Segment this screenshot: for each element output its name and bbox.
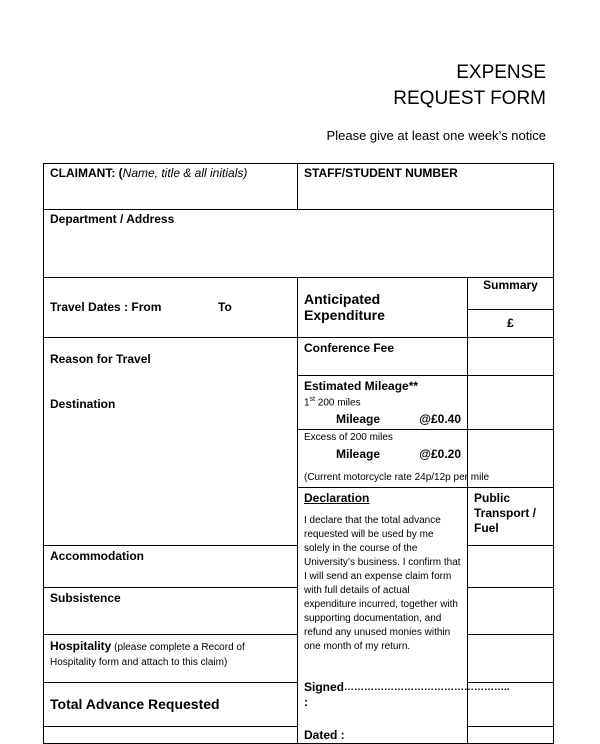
form-title-line2: REQUEST FORM bbox=[393, 88, 546, 109]
notice-text: Please give at least one week’s notice bbox=[326, 128, 546, 143]
total-advance-cell bbox=[44, 682, 298, 727]
currency-label: £ bbox=[507, 316, 514, 330]
hospitality-label: Hospitality bbox=[50, 639, 112, 654]
subsistence-amount[interactable] bbox=[468, 588, 554, 635]
hospitality-note: (please complete a Record of Hospitality form and attach to this claim) bbox=[50, 642, 245, 669]
public-transport-cell bbox=[468, 488, 554, 546]
mileage-label-excess: Mileage bbox=[336, 447, 381, 461]
claimant-hint: Name, title & all initials) bbox=[122, 166, 248, 180]
travel-dates-to-label: To bbox=[218, 300, 232, 314]
reason-label: Reason for Travel bbox=[50, 352, 151, 366]
mileage-excess-desc: Excess of 200 miles bbox=[304, 432, 393, 443]
summary-header bbox=[468, 278, 554, 310]
conference-fee-amount[interactable] bbox=[468, 338, 554, 376]
anticipated-expenditure-label: Anticipated Expenditure bbox=[304, 290, 385, 323]
signed-line[interactable]: ………………………………………….. bbox=[344, 682, 510, 693]
blank-row-amount bbox=[468, 727, 554, 744]
motorcycle-note: (Current motorcycle rate 24p/12p per mile bbox=[304, 472, 490, 483]
currency-header bbox=[468, 310, 554, 338]
mileage-first-cell bbox=[298, 376, 468, 430]
accommodation-amount[interactable] bbox=[468, 545, 554, 587]
mileage-first-desc: 1st 200 miles bbox=[304, 396, 361, 409]
mileage-excess-cell bbox=[298, 430, 490, 488]
mileage-title: Estimated Mileage** bbox=[304, 379, 419, 393]
mileage-label-first: Mileage bbox=[336, 412, 381, 427]
conference-fee-label: Conference Fee bbox=[304, 341, 395, 355]
expense-form-table bbox=[43, 163, 554, 744]
staff-number-label: STAFF/STUDENT NUMBER bbox=[304, 166, 458, 180]
declaration-text: I declare that the total advance requested will be used by me solely in the course of the University’s business. I confirm that I will send an expense claim form with full details of actual expenditure incurred, together with supporting documentation, and refund any unused monies within one month of my return. bbox=[304, 515, 461, 652]
conference-fee-cell bbox=[298, 338, 468, 376]
subsistence-cell bbox=[44, 588, 298, 635]
summary-label: Summary bbox=[483, 278, 538, 292]
accommodation-label: Accommodation bbox=[50, 548, 145, 563]
claimant-field[interactable] bbox=[44, 164, 298, 210]
travel-dates-from-label: Travel Dates : From bbox=[50, 300, 162, 314]
mileage-rate-excess: @£0.20 bbox=[419, 447, 461, 461]
blank-row bbox=[44, 727, 298, 744]
mileage-rate-first: @£0.40 bbox=[419, 412, 461, 427]
mileage-first-amount[interactable] bbox=[468, 376, 554, 430]
anticipated-expenditure-cell bbox=[298, 278, 468, 338]
declaration-title: Declaration bbox=[304, 491, 370, 505]
form-title-line1: EXPENSE bbox=[456, 62, 546, 83]
hospitality-amount[interactable] bbox=[468, 635, 554, 682]
signed-label: Signed : bbox=[304, 680, 345, 709]
department-field[interactable] bbox=[44, 210, 554, 278]
subsistence-label: Subsistence bbox=[50, 591, 121, 606]
staff-number-field[interactable] bbox=[298, 164, 554, 210]
claimant-label: CLAIMANT: ( bbox=[50, 166, 123, 180]
total-advance-label: Total Advance Requested bbox=[50, 695, 220, 712]
destination-label: Destination bbox=[50, 397, 116, 411]
department-label: Department / Address bbox=[50, 212, 175, 226]
dated-label: Dated : bbox=[304, 728, 345, 742]
hospitality-cell bbox=[44, 635, 298, 682]
public-transport-label: Public Transport / Fuel bbox=[474, 491, 537, 535]
accommodation-cell bbox=[44, 545, 298, 587]
reason-destination-field[interactable] bbox=[44, 338, 298, 546]
travel-dates-field[interactable] bbox=[44, 278, 298, 338]
